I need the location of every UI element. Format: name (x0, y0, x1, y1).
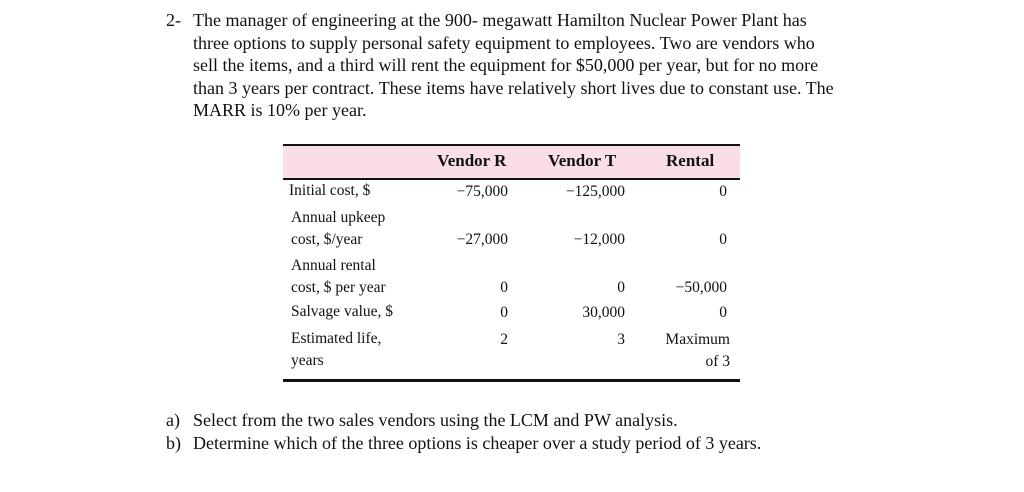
row-label-line: cost, $ per year (291, 279, 386, 296)
column-header-rental: Rental (666, 151, 715, 170)
row-label-initial-cost (289, 180, 370, 202)
problem-line: MARR is 10% per year. (193, 100, 367, 120)
row-label-line: Estimated life, (291, 330, 382, 347)
problem-line: three options to supply personal safety equipment to employees. Two are vendors who (193, 32, 815, 53)
cell-vendor-t: 0 (617, 279, 625, 296)
cell-vendor-t: −125,000 (565, 183, 625, 200)
cell-rental: Maximum (665, 331, 730, 348)
problem-number: 2- (166, 10, 181, 30)
cost-table (283, 144, 740, 382)
part-marker: b) (166, 432, 181, 453)
row-label-annual-upkeep (291, 207, 385, 251)
row-label-annual-rental (291, 255, 386, 299)
cell-vendor-t: 3 (617, 331, 625, 348)
cell-rental-continued: of 3 (705, 353, 730, 370)
cell-vendor-r: −27,000 (456, 231, 508, 248)
problem-line: than 3 years per contract. These items have relatively short lives due to constant use. The (193, 77, 834, 98)
row-label-estimated-life (291, 328, 381, 372)
part-text: Determine which of the three options is cheaper over a study period of 3 years. (193, 432, 762, 453)
cell-rental: −50,000 (675, 279, 727, 296)
row-label-salvage-value (291, 301, 393, 323)
row-label-line: years (291, 352, 324, 369)
cell-vendor-r: −75,000 (456, 183, 508, 200)
cell-rental: 0 (719, 231, 727, 248)
table-bottom-rule (283, 379, 740, 382)
column-header-vendor-t: Vendor T (548, 151, 617, 170)
part-text: Select from the two sales vendors using the LCM and PW analysis. (193, 410, 678, 430)
cell-vendor-t: −12,000 (573, 231, 625, 248)
cell-rental: 0 (719, 183, 727, 200)
cell-vendor-r: 2 (500, 331, 508, 348)
row-label-line: cost, $/year (291, 231, 363, 248)
cell-vendor-t: 30,000 (582, 304, 625, 321)
part-marker: a) (166, 410, 180, 430)
row-label-line: Salvage value, $ (291, 303, 394, 320)
cell-vendor-r: 0 (500, 279, 508, 296)
problem-text (193, 9, 903, 122)
problem-line: The manager of engineering at the 900- megawatt Hamilton Nuclear Power Plant has (193, 10, 807, 30)
column-header-vendor-r: Vendor R (437, 151, 507, 170)
problem-line: sell the items, and a third will rent the equipment for $50,000 per year, but for no more (193, 55, 819, 75)
row-label-line: Annual rental (291, 257, 376, 274)
row-label-line: Initial cost, $ (289, 182, 371, 199)
cell-vendor-r: 0 (500, 304, 508, 321)
cell-rental: 0 (719, 304, 727, 321)
row-label-line: Annual upkeep (291, 209, 386, 226)
